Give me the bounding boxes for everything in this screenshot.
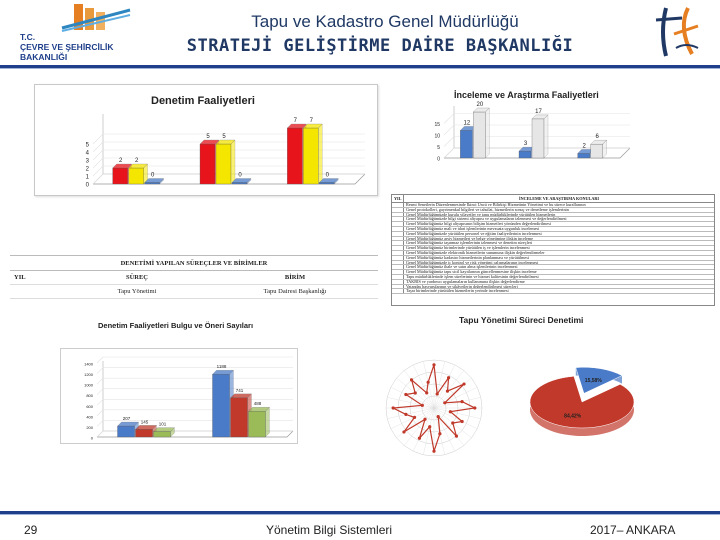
gridline (97, 399, 103, 405)
research-activities-chart (392, 84, 644, 196)
table-cell: Genel Müdürlüğümüz ihale ve satın alma işlemlerinin incelenmesi (406, 265, 518, 270)
gridline (444, 114, 454, 124)
bar (287, 128, 302, 184)
research-topics-table (391, 194, 715, 306)
data-label: 2 (582, 143, 586, 150)
y-tick-label: 4 (85, 150, 89, 157)
radar-point (449, 410, 452, 413)
ministry-line: T.C. (20, 32, 36, 42)
table-cell (392, 275, 404, 279)
table-cell: Genel Müdürlüğümüz arşiv hizmetleri ve belge yönetimine ilişkin inceleme (406, 236, 533, 241)
y-tick-label: 10 (434, 133, 440, 140)
table-cell: Genel Müdürlüğümüz bilgi altyapısının bilişim hizmetleri yönünden değerlendirilmesi (406, 222, 552, 226)
audit-activities-chart (34, 84, 378, 196)
table-cell: Genel Müdürlüğümüzde iç kontrol ve risk yönetimi çalışmalarının incelenmesi (406, 260, 539, 265)
gridline (93, 142, 103, 152)
table-cell (392, 208, 404, 212)
data-label: 741 (235, 387, 244, 393)
bar (578, 153, 590, 158)
data-label: 7 (293, 118, 298, 124)
bar (213, 374, 230, 437)
y-tick-label: 200 (86, 424, 93, 430)
radar-point (428, 425, 431, 428)
table-cell: Tapu Yönetimi (117, 288, 157, 295)
table-cell (392, 270, 404, 274)
audited-processes-table (10, 255, 378, 307)
page-subtitle: STRATEJİ GELİŞTİRME DAİRE BAŞKANLIĞI (186, 36, 574, 56)
table-cell: Genel Müdürlüğümüz mali ve idari işlemlerinin mevzuata uygunluk incelemesi (406, 226, 540, 231)
radar-point (404, 393, 407, 396)
table-cell (10, 285, 62, 298)
y-tick-label: 0 (437, 156, 440, 163)
table-cell: Genel Müdürlüğümüzde yürütülen personel ve eğitim faaliyetlerinin incelenmesi (406, 231, 542, 236)
bar (145, 183, 160, 185)
radar-point (437, 415, 440, 418)
bar (231, 398, 248, 437)
y-tick-label: 15 (434, 122, 440, 128)
table-header-cell: SÜREÇ (125, 274, 149, 281)
table-cell (392, 222, 404, 226)
radar-spoke (413, 408, 434, 451)
radar-spoke (391, 408, 434, 429)
table-body (392, 203, 714, 294)
y-tick-label: 0 (85, 182, 89, 189)
axis-line (444, 106, 454, 158)
table-cell (392, 285, 404, 289)
bar (591, 144, 603, 158)
table-cell (392, 227, 404, 231)
radar-point (432, 450, 435, 453)
table-header-row (392, 195, 714, 203)
table-cell: Genel Müdürlüğümüz tapu sicil kayıtlarının güncellenmesine ilişkin inceleme (406, 270, 537, 274)
tkgm-logo-icon (652, 4, 702, 60)
y-tick-label: 600 (86, 403, 93, 409)
slide-header (0, 0, 720, 70)
y-tick-label: 2 (85, 166, 89, 173)
table-cell: Genel Müdürlüğümüz taşınmaz işlemlerinin izlenmesi ve denetim süreçleri (406, 241, 533, 246)
header-divider-thin (0, 68, 720, 69)
chart-title: İnceleme ve Araştırma Faaliyetleri (454, 90, 599, 100)
gridline (93, 150, 103, 160)
table-cell (392, 265, 404, 269)
table-header-cell: İNCELEME VE ARAŞTIRMA KONULARI (518, 196, 600, 201)
table-cell: Genel protokolleri, gayrimenkul bilgileri ve tahsilat, hizmetlerin sonuç ve denetleme işlemlerinin (406, 207, 569, 212)
radar-point (432, 363, 435, 366)
table-cell (392, 237, 404, 241)
ministry-name (20, 32, 114, 62)
bar-side (266, 407, 270, 437)
gridline (444, 125, 454, 135)
table-cell (392, 256, 404, 260)
gridline (93, 174, 103, 184)
radar-point (438, 432, 441, 435)
data-label: 488 (253, 401, 262, 407)
data-label: 17 (535, 108, 542, 115)
bar (129, 168, 144, 184)
radar-point (404, 413, 407, 416)
radar-chart (368, 344, 500, 456)
page-title: Tapu ve Kadastro Genel Müdürlüğü (251, 12, 519, 31)
bar-side (485, 108, 489, 158)
table-cell: Tapu Dairesi Başkanlığı (263, 288, 327, 295)
table-cell (392, 217, 404, 221)
bar (200, 144, 215, 184)
table-cell: Taşra birimlerinde yürütülen hizmetlerin yerinde incelenmesi (406, 289, 509, 294)
bar (113, 168, 128, 184)
gridline (97, 431, 103, 437)
radar-point (421, 404, 424, 407)
radar-point (462, 382, 465, 385)
data-label: 5 (222, 134, 226, 140)
table-header-cell: YIL (392, 195, 404, 202)
y-tick-label: 3 (85, 158, 89, 165)
radar-point (410, 378, 413, 381)
table-cell: Tapu müdürlüklerinde işlem sürelerinin ve hizmet kalitesinin değerlendirilmesi (406, 274, 539, 279)
data-label: 12 (463, 120, 471, 127)
research-activities-svg (392, 84, 644, 196)
data-label: 207 (122, 416, 131, 422)
gridline (97, 368, 103, 374)
ministry-line: ÇEVRE VE ŞEHİRCİLİK (20, 42, 114, 52)
data-label: 145 (140, 419, 149, 425)
radar-point (425, 391, 428, 394)
radar-point (455, 435, 458, 438)
bar (473, 112, 485, 158)
bar (460, 130, 472, 158)
gridline (97, 378, 103, 384)
pie-svg (512, 364, 640, 444)
table-cell: Genel Müdürlüğümüzde elektronik hizmetlerin sunumuna ilişkin değerlendirmeler (406, 250, 545, 255)
table-row (392, 289, 714, 294)
y-tick-label: 400 (86, 414, 93, 420)
bar-side (544, 115, 548, 158)
table-cell: TAKBİS ve yardımcı uygulamaların kullanımına ilişkin değerlendirme (406, 279, 525, 284)
y-tick-label: 0 (90, 435, 93, 441)
bar-side (231, 140, 235, 184)
findings-chart-title: Denetim Faaliyetleri Bulgu ve Öneri Sayıları (98, 321, 254, 330)
bar (519, 151, 531, 158)
gridline (444, 137, 454, 147)
bar (532, 119, 544, 158)
gridline (444, 148, 454, 158)
radar-point (436, 392, 439, 395)
y-tick-label: 800 (86, 393, 93, 399)
table-cell: Genel Müdürlüğümüz birimlerinde yürütülen iş ve işlemlerin incelenmesi (406, 246, 530, 250)
table-cell (392, 246, 404, 250)
data-label: 15,58% (584, 377, 602, 384)
radar-point (414, 391, 417, 394)
bar (216, 144, 231, 184)
data-label: 84,42% (564, 413, 582, 420)
data-label: 101 (158, 421, 167, 427)
footer-date-location: 2017– ANKARA (590, 523, 676, 537)
table-cell (392, 203, 404, 207)
gridline (97, 410, 103, 416)
ministry-logo (18, 2, 143, 64)
ministry-line: BAKANLIĞI (20, 52, 68, 62)
y-tick-label: 1400 (84, 361, 93, 367)
radar-point (473, 406, 476, 409)
table-row (10, 285, 378, 299)
data-label: 0 (238, 172, 242, 179)
data-label: 3 (523, 141, 528, 148)
data-label: 5 (206, 134, 210, 140)
gridline (93, 134, 103, 144)
gridline (97, 389, 103, 395)
table-header-row (10, 271, 378, 285)
radar-point (402, 430, 405, 433)
bar (319, 183, 334, 185)
radar-point (392, 406, 395, 409)
radar-spoke (434, 408, 455, 451)
table-cell: Vatandaş başvurularının ve şikâyetlerin değerlendirilmesi süreçleri (406, 284, 518, 289)
table-cell: Genel Müdürlüğümüz kadastro hizmetlerinin planlanması ve yürütülmesi (406, 255, 530, 260)
y-tick-label: 1200 (84, 372, 93, 378)
data-label: 1188 (216, 364, 227, 370)
bar-side (318, 124, 322, 184)
table-cell (392, 251, 404, 255)
radar-point (427, 381, 430, 384)
radar-point (447, 376, 450, 379)
y-tick-label: 1000 (84, 382, 93, 388)
radar-svg (368, 344, 500, 456)
bar (232, 183, 247, 185)
findings-chart (60, 348, 298, 444)
chart-title: Denetim Faaliyetleri (151, 95, 255, 107)
findings-svg (61, 349, 299, 445)
y-tick-label: 5 (85, 142, 89, 149)
y-tick-label: 5 (437, 145, 440, 151)
table-cell: Genel Müdürlüğümüzde kurulu vilayetler ve tapu müdürlüklerinde yürütülen hizmetlerin (406, 212, 556, 217)
bar (249, 411, 266, 437)
table-cell (392, 232, 404, 236)
ministry-emblem-icon (52, 2, 132, 32)
table-header-cell: BİRİM (284, 274, 306, 281)
table-cell (392, 241, 404, 245)
bar (303, 128, 318, 184)
radar-point (443, 401, 446, 404)
table-cell (392, 261, 404, 265)
table-cell (392, 280, 404, 284)
table-title: DENETİMİ YAPILAN SÜREÇLER VE BİRİMLER (10, 255, 378, 271)
data-label: 20 (476, 102, 484, 108)
table-header-cell: YIL (14, 274, 26, 281)
slide-footer (0, 511, 720, 540)
radar-point (460, 400, 463, 403)
gridline (97, 357, 103, 363)
pie-chart (512, 364, 640, 444)
gridline (93, 158, 103, 168)
data-label: 2 (134, 158, 139, 164)
radar-point (423, 418, 426, 421)
bar (118, 426, 135, 437)
data-label: 6 (595, 134, 599, 141)
data-label: 0 (150, 172, 155, 179)
radar-point (446, 390, 449, 393)
data-label: 7 (309, 118, 314, 124)
land-registry-audit-title: Tapu Yönetimi Süreci Denetimi (459, 315, 584, 325)
footer-divider-thin (0, 514, 720, 515)
table-cell: Genel Müdürlüğümüzde bilgi sistemi altyapısı ve uygulamaların izlenmesi ve değerlendirilmesi (406, 217, 567, 222)
table-cell (392, 213, 404, 217)
radar-point (418, 437, 421, 440)
gridline (97, 420, 103, 426)
page-number: 29 (24, 523, 38, 537)
y-tick-label: 1 (85, 174, 89, 181)
bar (136, 429, 153, 437)
radar-point (461, 420, 464, 423)
table-cell: Resmi Senetlerin Düzenlenmesinde İkinci Üncü ve Bilirkişi Hizmetinin Yönetimi ve bu sürece kurallarının (406, 203, 586, 207)
radar-point (413, 416, 416, 419)
gridline (93, 166, 103, 176)
data-label: 2 (118, 158, 123, 164)
footer-department: Yönetim Bilgi Sistemleri (266, 523, 393, 537)
axis-line (93, 114, 103, 184)
data-label: 0 (325, 172, 330, 179)
bar (154, 432, 171, 437)
table-cell (392, 289, 404, 293)
radar-point (451, 421, 454, 424)
